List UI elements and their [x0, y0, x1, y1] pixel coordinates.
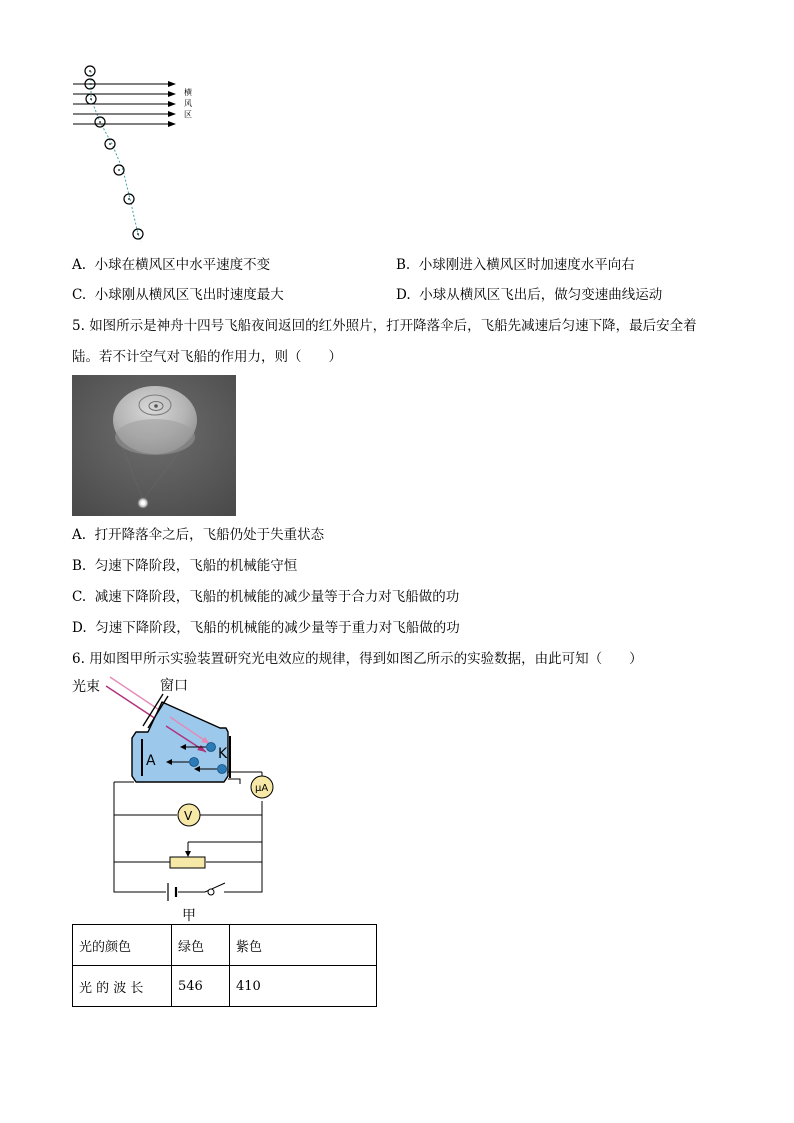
ball-positions	[85, 66, 143, 239]
cell-green: 绿色	[172, 925, 230, 966]
question-number: 6.	[72, 651, 85, 667]
option-text: 小球刚从横风区飞出时速度最大	[94, 287, 284, 303]
option-letter: B.	[72, 558, 87, 574]
photoelectric-circuit-figure	[70, 672, 290, 924]
option-text: 打开降落伞之后，飞船仍处于失重状态	[94, 527, 325, 543]
trajectory-line	[91, 71, 141, 242]
wind-zone-label-3: 区	[184, 110, 192, 119]
option-text: 小球从横风区飞出后，做匀变速曲线运动	[419, 287, 663, 303]
voltmeter	[178, 804, 200, 826]
rheostat	[170, 851, 205, 868]
q5-stem-line1: 5. 如图所示是神舟十四号飞船夜间返回的红外照片，打开降落伞后，飞船先减速后匀速下降，最后安全着	[72, 318, 697, 334]
row-header: 光的颜色	[73, 925, 172, 966]
option-letter: B.	[396, 257, 411, 273]
q5-option-d	[72, 620, 460, 636]
spacecraft-infrared-photo	[72, 375, 236, 516]
option-letter: D.	[396, 287, 411, 303]
table-row	[73, 925, 377, 966]
option-letter: A.	[72, 257, 87, 273]
q5-option-a	[72, 527, 324, 543]
table-row	[73, 966, 377, 1007]
option-text: 减速下降阶段，飞船的机械能的减少量等于合力对飞船做的功	[94, 589, 460, 605]
microammeter	[251, 776, 273, 798]
option-letter: C.	[72, 589, 87, 605]
figure-caption: 甲	[182, 908, 196, 924]
switch	[205, 883, 225, 895]
row-header: 光 的 波 长	[73, 966, 172, 1007]
q4-option-d	[396, 287, 662, 303]
q4-option-c	[72, 287, 284, 303]
q5-option-b	[72, 558, 297, 574]
wind-zone-label-2: 风	[184, 99, 192, 108]
phototube	[132, 702, 228, 782]
cathode-label: K	[218, 746, 228, 762]
beam-label: 光束	[72, 679, 100, 695]
q4-option-b	[396, 257, 635, 273]
cell-violet: 紫色	[230, 925, 377, 966]
option-letter: A.	[72, 527, 87, 543]
q5-stem-line2: 陆。若不计空气对飞船的作用力，则（ ）	[72, 349, 342, 365]
wind-zone-figure	[60, 58, 210, 248]
wind-zone-label-1: 横	[184, 88, 192, 97]
q6-stem-line1: 6. 用如图甲所示实验装置研究光电效应的规律，得到如图乙所示的实验数据，由此可知（ ）	[72, 651, 643, 667]
window-label: 窗口	[160, 678, 188, 694]
option-letter: D.	[72, 620, 87, 636]
circuit-wires	[114, 772, 262, 892]
voltmeter-label: V	[184, 809, 193, 823]
cell-green: 546	[172, 966, 230, 1007]
ammeter-label: μA	[255, 783, 269, 794]
q4-option-a	[72, 257, 270, 273]
option-text: 小球在横风区中水平速度不变	[94, 257, 271, 273]
wind-arrows	[73, 84, 172, 124]
option-letter: C.	[72, 287, 87, 303]
option-text: 小球刚进入横风区时加速度水平向右	[418, 257, 635, 273]
anode-label: A	[146, 753, 156, 769]
question-number: 5.	[72, 318, 85, 334]
q5-option-c	[72, 589, 459, 605]
wavelength-table	[72, 924, 377, 1007]
option-text: 匀速下降阶段，飞船的机械能守恒	[94, 558, 298, 574]
battery	[168, 883, 176, 901]
cell-violet: 410	[230, 966, 377, 1007]
option-text: 匀速下降阶段，飞船的机械能的减少量等于重力对飞船做的功	[95, 620, 460, 636]
